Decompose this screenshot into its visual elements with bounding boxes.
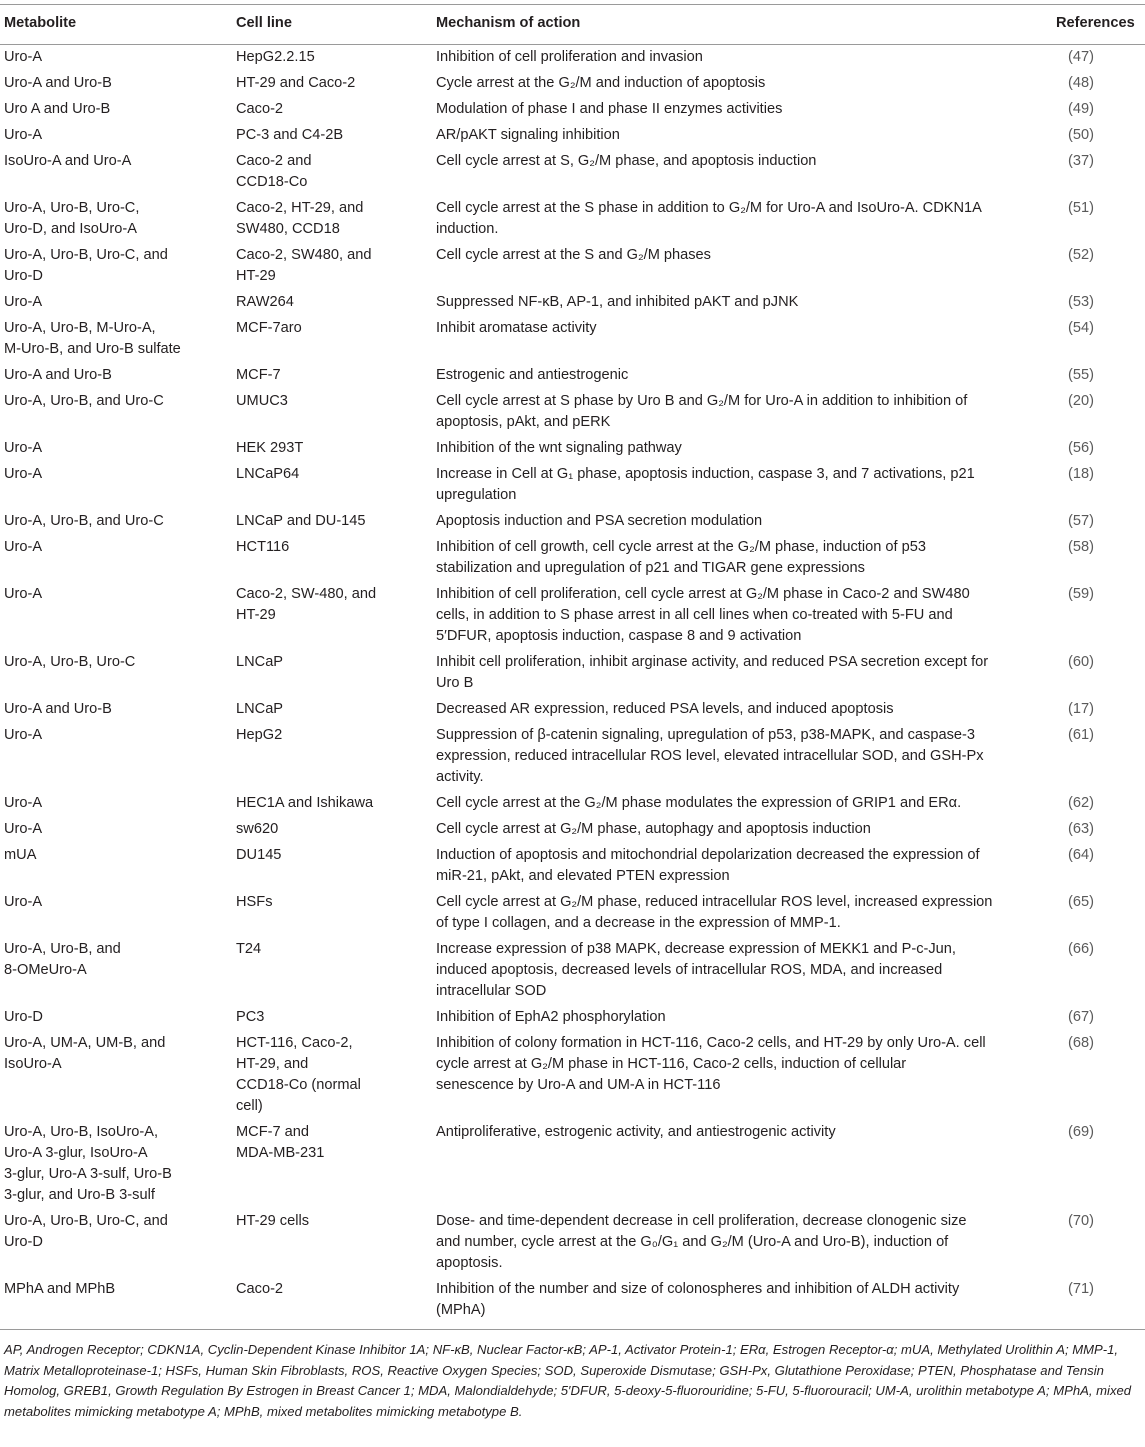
cell-mechanism: Apoptosis induction and PSA secretion modulation bbox=[436, 513, 763, 529]
cell-cell-line: Caco-2, SW-480, and HT-29 bbox=[236, 586, 377, 623]
table-row bbox=[0, 97, 1145, 123]
cell-reference: (53) bbox=[1068, 294, 1094, 310]
cell-reference: (67) bbox=[1068, 1009, 1094, 1025]
table-row bbox=[0, 1005, 1145, 1031]
cell-reference: (62) bbox=[1068, 795, 1094, 811]
cell-reference: (52) bbox=[1068, 247, 1094, 263]
cell-mechanism: Cell cycle arrest at G₂/M phase, reduced intracellular ROS level, increased expression of type I collagen, and a decrease in the expression of MMP-1. bbox=[436, 894, 993, 931]
cell-cell-line: PC-3 and C4-2B bbox=[236, 127, 344, 143]
cell-cell-line: HT-29 cells bbox=[236, 1213, 309, 1229]
cell-reference: (50) bbox=[1068, 127, 1094, 143]
cell-cell-line: HCT116 bbox=[236, 539, 290, 555]
cell-cell-line: Caco-2 and CCD18-Co bbox=[236, 153, 312, 190]
table-footnote: AP, Androgen Receptor; CDKN1A, Cyclin-Dependent Kinase Inhibitor 1A; NF-κB, Nuclear Factor-κB; AP-1, Activator Protein-1; ERα, Estrogen Receptor-α; mUA, Methylated Urolithin A; MMP-1, Matrix Metalloproteinase-1; HSFs, Human Skin Fibroblasts, ROS, Reactive Oxygen Species; SOD, Superoxide Dismutase; GSH-Px, Glutathione Peroxidase; PTEN, Phosphatase and Tensin Homolog, GREB1, Growth Regulation By Estrogen in Breast Cancer 1; MDA, Malondialdehyde; 5′DFUR, 5-deoxy-5-fluorouridine; 5-FU, 5-fluorouracil; UM-A, urolithin metabotype A; MPhA, mixed metabolites mimicking metabotype A; MPhB, mixed metabolites mimicking metabotype B. bbox=[0, 1329, 1145, 1422]
cell-metabolite: Uro-A bbox=[4, 795, 43, 811]
cell-reference: (37) bbox=[1068, 153, 1094, 169]
table-row bbox=[0, 149, 1145, 196]
cell-mechanism: Inhibition of EphA2 phosphorylation bbox=[436, 1009, 666, 1025]
cell-cell-line: MCF-7 bbox=[236, 367, 281, 383]
cell-reference: (56) bbox=[1068, 440, 1094, 456]
cell-mechanism: Cell cycle arrest at the S phase in addition to G₂/M for Uro-A and IsoUro-A. CDKN1A induction. bbox=[436, 200, 982, 237]
cell-reference: (48) bbox=[1068, 75, 1094, 91]
cell-reference: (70) bbox=[1068, 1213, 1094, 1229]
cell-mechanism: Increase in Cell at G₁ phase, apoptosis induction, caspase 3, and 7 activations, p21 upregulation bbox=[436, 466, 975, 503]
cell-reference: (20) bbox=[1068, 393, 1094, 409]
cell-cell-line: HCT-116, Caco-2, HT-29, and CCD18-Co (normal cell) bbox=[236, 1035, 361, 1114]
cell-reference: (71) bbox=[1068, 1281, 1094, 1297]
cell-mechanism: Increase expression of p38 MAPK, decrease expression of MEKK1 and P-c-Jun, induced apoptosis, decreased levels of intracellular ROS, MDA, and increased intracellular SOD bbox=[436, 941, 956, 999]
cell-mechanism: Suppression of β-catenin signaling, upregulation of p53, p38-MAPK, and caspase-3 expression, reduced intracellular ROS level, elevated intracellular SOD, and GSH-Px activity. bbox=[436, 727, 984, 785]
table-row bbox=[0, 45, 1145, 72]
cell-reference: (55) bbox=[1068, 367, 1094, 383]
cell-cell-line: HT-29 and Caco-2 bbox=[236, 75, 356, 91]
cell-metabolite: Uro-A and Uro-B bbox=[4, 367, 112, 383]
cell-cell-line: RAW264 bbox=[236, 294, 294, 310]
cell-reference: (59) bbox=[1068, 586, 1094, 602]
cell-cell-line: Caco-2, HT-29, and SW480, CCD18 bbox=[236, 200, 364, 237]
cell-mechanism: Cell cycle arrest at S, G₂/M phase, and apoptosis induction bbox=[436, 153, 817, 169]
cell-metabolite: Uro-A bbox=[4, 894, 43, 910]
cell-metabolite: Uro-A bbox=[4, 440, 43, 456]
cell-mechanism: Cycle arrest at the G₂/M and induction of apoptosis bbox=[436, 75, 766, 91]
table-row bbox=[0, 462, 1145, 509]
cell-cell-line: Caco-2, SW480, and HT-29 bbox=[236, 247, 372, 284]
cell-cell-line: T24 bbox=[236, 941, 262, 957]
cell-metabolite: Uro-A and Uro-B bbox=[4, 75, 112, 91]
table-row bbox=[0, 650, 1145, 697]
cell-metabolite: Uro-A, Uro-B, M-Uro-A, M-Uro-B, and Uro-B sulfate bbox=[4, 320, 181, 357]
cell-reference: (17) bbox=[1068, 701, 1094, 717]
cell-cell-line: HEC1A and Ishikawa bbox=[236, 795, 374, 811]
table-row bbox=[0, 723, 1145, 791]
cell-reference: (65) bbox=[1068, 894, 1094, 910]
cell-mechanism: Induction of apoptosis and mitochondrial depolarization decreased the expression of miR-21, pAkt, and elevated PTEN expression bbox=[436, 847, 980, 884]
urolithin-mechanism-table bbox=[0, 4, 1145, 1329]
cell-metabolite: Uro-A bbox=[4, 127, 43, 143]
cell-mechanism: Cell cycle arrest at the G₂/M phase modulates the expression of GRIP1 and ERα. bbox=[436, 795, 962, 811]
cell-cell-line: HepG2.2.15 bbox=[236, 49, 315, 65]
cell-mechanism: Antiproliferative, estrogenic activity, and antiestrogenic activity bbox=[436, 1124, 836, 1140]
cell-mechanism: Estrogenic and antiestrogenic bbox=[436, 367, 629, 383]
table-body bbox=[0, 45, 1145, 1330]
table-row bbox=[0, 582, 1145, 650]
cell-cell-line: HepG2 bbox=[236, 727, 283, 743]
cell-mechanism: Inhibition of colony formation in HCT-116, Caco-2 cells, and HT-29 by only Uro-A. cell cycle arrest at G₂/M phase in HCT-116, Caco-2 cells, induction of cellular senescence by Uro-A and UM-A in HCT-116 bbox=[436, 1035, 986, 1093]
cell-mechanism: Suppressed NF-κB, AP-1, and inhibited pAKT and pJNK bbox=[436, 294, 799, 310]
cell-cell-line: sw620 bbox=[236, 821, 279, 837]
header-row bbox=[0, 5, 1145, 45]
cell-metabolite: Uro-A and Uro-B bbox=[4, 701, 112, 717]
cell-reference: (49) bbox=[1068, 101, 1094, 117]
cell-cell-line: LNCaP and DU-145 bbox=[236, 513, 366, 529]
cell-cell-line: PC3 bbox=[236, 1009, 265, 1025]
table-row bbox=[0, 535, 1145, 582]
cell-reference: (57) bbox=[1068, 513, 1094, 529]
cell-cell-line: Caco-2 bbox=[236, 101, 284, 117]
table-row bbox=[0, 363, 1145, 389]
table-row bbox=[0, 389, 1145, 436]
cell-mechanism: Decreased AR expression, reduced PSA levels, and induced apoptosis bbox=[436, 701, 894, 717]
cell-metabolite: Uro A and Uro-B bbox=[4, 101, 111, 117]
cell-mechanism: Inhibition of cell proliferation and invasion bbox=[436, 49, 703, 65]
cell-reference: (51) bbox=[1068, 200, 1094, 216]
table-row bbox=[0, 123, 1145, 149]
table-row bbox=[0, 697, 1145, 723]
cell-reference: (64) bbox=[1068, 847, 1094, 863]
table-row bbox=[0, 196, 1145, 243]
cell-cell-line: HSFs bbox=[236, 894, 273, 910]
table-row bbox=[0, 890, 1145, 937]
cell-reference: (18) bbox=[1068, 466, 1094, 482]
cell-metabolite: Uro-A, Uro-B, and 8-OMeUro-A bbox=[4, 941, 121, 978]
cell-reference: (68) bbox=[1068, 1035, 1094, 1051]
cell-mechanism: Inhibition of the number and size of colonospheres and inhibition of ALDH activity (MPhA) bbox=[436, 1281, 960, 1318]
cell-cell-line: HEK 293T bbox=[236, 440, 304, 456]
cell-reference: (66) bbox=[1068, 941, 1094, 957]
cell-mechanism: Inhibit cell proliferation, inhibit arginase activity, and reduced PSA secretion except for Uro B bbox=[436, 654, 989, 691]
cell-metabolite: Uro-A bbox=[4, 727, 43, 743]
cell-mechanism: Inhibition of cell growth, cell cycle arrest at the G₂/M phase, induction of p53 stabilization and upregulation of p21 and TIGAR gene expressions bbox=[436, 539, 926, 576]
header-cell-line: Cell line bbox=[232, 5, 432, 45]
cell-reference: (58) bbox=[1068, 539, 1094, 555]
table-row bbox=[0, 1120, 1145, 1209]
cell-mechanism: Dose- and time-dependent decrease in cell proliferation, decrease clonogenic size and number, cycle arrest at the G₀/G₁ and G₂/M (Uro-A and Uro-B), induction of apoptosis. bbox=[436, 1213, 967, 1271]
table-row bbox=[0, 71, 1145, 97]
cell-cell-line: LNCaP64 bbox=[236, 466, 300, 482]
table-row bbox=[0, 1209, 1145, 1277]
table-header bbox=[0, 5, 1145, 45]
table-row bbox=[0, 1277, 1145, 1329]
cell-mechanism: Cell cycle arrest at S phase by Uro B and G₂/M for Uro-A in addition to inhibition of apoptosis, pAkt, and pERK bbox=[436, 393, 968, 430]
table-row bbox=[0, 436, 1145, 462]
header-mechanism: Mechanism of action bbox=[432, 5, 1052, 45]
cell-metabolite: Uro-A bbox=[4, 49, 43, 65]
header-references: References bbox=[1052, 5, 1145, 45]
cell-metabolite: Uro-A bbox=[4, 539, 43, 555]
cell-metabolite: Uro-A, Uro-B, Uro-C, and Uro-D bbox=[4, 247, 168, 284]
table-row bbox=[0, 290, 1145, 316]
cell-metabolite: Uro-A, UM-A, UM-B, and IsoUro-A bbox=[4, 1035, 166, 1072]
table-row bbox=[0, 316, 1145, 363]
cell-cell-line: LNCaP bbox=[236, 654, 284, 670]
cell-cell-line: MCF-7 and MDA-MB-231 bbox=[236, 1124, 325, 1161]
cell-mechanism: Inhibition of the wnt signaling pathway bbox=[436, 440, 682, 456]
cell-mechanism: Cell cycle arrest at the S and G₂/M phases bbox=[436, 247, 711, 263]
cell-mechanism: Modulation of phase I and phase II enzymes activities bbox=[436, 101, 783, 117]
cell-metabolite: Uro-A, Uro-B, and Uro-C bbox=[4, 393, 164, 409]
cell-metabolite: Uro-A, Uro-B, Uro-C bbox=[4, 654, 136, 670]
cell-metabolite: Uro-A, Uro-B, and Uro-C bbox=[4, 513, 164, 529]
table-row bbox=[0, 509, 1145, 535]
cell-cell-line: MCF-7aro bbox=[236, 320, 302, 336]
cell-cell-line: DU145 bbox=[236, 847, 282, 863]
cell-cell-line: LNCaP bbox=[236, 701, 284, 717]
cell-reference: (63) bbox=[1068, 821, 1094, 837]
cell-reference: (54) bbox=[1068, 320, 1094, 336]
table-row bbox=[0, 843, 1145, 890]
cell-metabolite: IsoUro-A and Uro-A bbox=[4, 153, 132, 169]
cell-mechanism: Inhibition of cell proliferation, cell cycle arrest at G₂/M phase in Caco-2 and SW480 cells, in addition to S phase arrest in all cell lines when co-treated with 5-FU and 5′DFUR, apoptosis induction, caspase 8 and 9 activation bbox=[436, 586, 970, 644]
cell-metabolite: Uro-A bbox=[4, 294, 43, 310]
cell-metabolite: MPhA and MPhB bbox=[4, 1281, 116, 1297]
cell-mechanism: Inhibit aromatase activity bbox=[436, 320, 597, 336]
cell-metabolite: Uro-D bbox=[4, 1009, 43, 1025]
cell-mechanism: AR/pAKT signaling inhibition bbox=[436, 127, 620, 143]
table-row bbox=[0, 791, 1145, 817]
cell-reference: (47) bbox=[1068, 49, 1094, 65]
cell-mechanism: Cell cycle arrest at G₂/M phase, autophagy and apoptosis induction bbox=[436, 821, 871, 837]
table-row bbox=[0, 243, 1145, 290]
table-row bbox=[0, 1031, 1145, 1120]
cell-reference: (60) bbox=[1068, 654, 1094, 670]
cell-reference: (61) bbox=[1068, 727, 1094, 743]
cell-metabolite: Uro-A, Uro-B, Uro-C, Uro-D, and IsoUro-A bbox=[4, 200, 140, 237]
cell-metabolite: Uro-A, Uro-B, Uro-C, and Uro-D bbox=[4, 1213, 168, 1250]
cell-metabolite: Uro-A bbox=[4, 821, 43, 837]
cell-metabolite: Uro-A bbox=[4, 466, 43, 482]
cell-cell-line: Caco-2 bbox=[236, 1281, 284, 1297]
cell-metabolite: mUA bbox=[4, 847, 37, 863]
table-row bbox=[0, 937, 1145, 1005]
cell-metabolite: Uro-A bbox=[4, 586, 43, 602]
cell-reference: (69) bbox=[1068, 1124, 1094, 1140]
header-metabolite: Metabolite bbox=[0, 5, 232, 45]
cell-cell-line: UMUC3 bbox=[236, 393, 288, 409]
table-row bbox=[0, 817, 1145, 843]
cell-metabolite: Uro-A, Uro-B, IsoUro-A, Uro-A 3-glur, IsoUro-A 3-glur, Uro-A 3-sulf, Uro-B 3-glur, and Uro-B 3-sulf bbox=[4, 1124, 172, 1203]
